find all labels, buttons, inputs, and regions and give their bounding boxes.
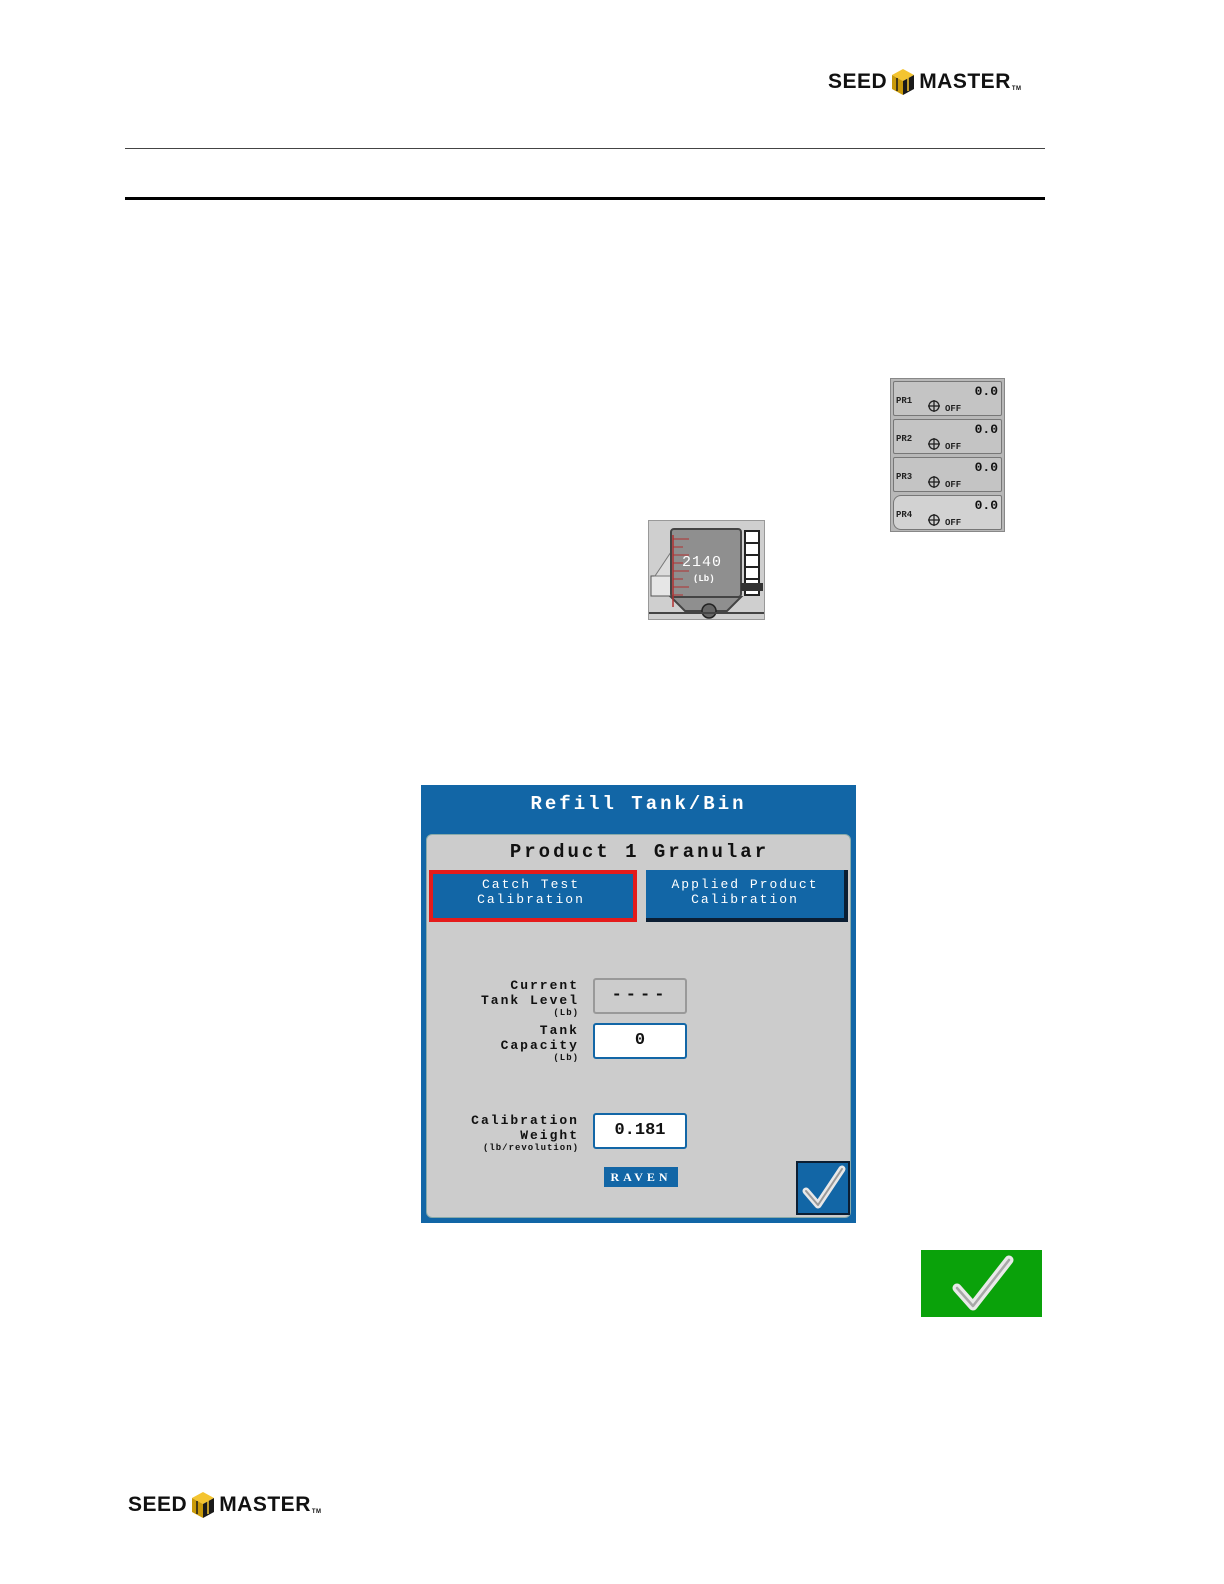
- product-rate-label: PR4: [896, 510, 913, 520]
- product-rate-state: OFF: [945, 518, 962, 528]
- logo-text-seed: SEED: [128, 1493, 188, 1516]
- product-rate-row-pr1[interactable]: [893, 381, 1002, 416]
- product-rate-value: 0.0: [974, 498, 998, 513]
- tank-level-value: 2140: [682, 554, 723, 571]
- logo-text-master: MASTER: [219, 1493, 311, 1516]
- calibration-weight-input[interactable]: 0.181: [593, 1113, 687, 1149]
- logo-text-seed: SEED: [828, 70, 888, 93]
- product-rate-label: PR2: [896, 434, 913, 444]
- product-rate-value: 0.0: [974, 460, 998, 475]
- seedmaster-logo-top: [828, 68, 1022, 96]
- target-crosshair-icon: [928, 438, 940, 450]
- tank-level-unit: (Lb): [693, 574, 715, 584]
- tank-capacity-input[interactable]: 0: [593, 1023, 687, 1059]
- seedmaster-cube-icon: [891, 68, 915, 96]
- header-rule-thick: [125, 197, 1045, 200]
- product-rate-state: OFF: [945, 404, 962, 414]
- applied-product-calibration-button[interactable]: [646, 870, 848, 922]
- current-level-line2: Tank Level: [480, 993, 579, 1008]
- product-rate-state: OFF: [945, 480, 962, 490]
- product-rate-value: 0.0: [974, 422, 998, 437]
- product-rate-label: PR1: [896, 396, 913, 406]
- current-tank-level-value: ----: [593, 978, 687, 1014]
- logo-trademark: TM: [1011, 86, 1022, 92]
- raven-logo: RAVEN: [604, 1167, 678, 1187]
- capacity-line2: Capacity: [500, 1038, 579, 1053]
- capacity-line1: Tank: [539, 1023, 579, 1038]
- current-tank-level-label: [481, 978, 579, 1019]
- cal-weight-line1: Calibration: [471, 1113, 579, 1128]
- cal-weight-line2: Weight: [520, 1128, 579, 1143]
- target-crosshair-icon: [928, 514, 940, 526]
- current-level-unit: (Lb): [553, 1008, 579, 1018]
- dialog-title: Refill Tank/Bin: [530, 793, 747, 815]
- applied-label-line1: Applied Product: [671, 877, 819, 892]
- tank-level-widget[interactable]: [648, 520, 765, 620]
- product-rate-state: OFF: [945, 442, 962, 452]
- checkmark-icon: [921, 1250, 1042, 1317]
- catch-test-label-line2: Calibration: [477, 892, 585, 907]
- target-crosshair-icon: [928, 476, 940, 488]
- catch-test-label-line1: Catch Test: [481, 877, 580, 892]
- product-rate-row-pr2[interactable]: [893, 419, 1002, 454]
- calibration-weight-label: [471, 1113, 579, 1154]
- logo-trademark: TM: [311, 1509, 322, 1515]
- cal-weight-unit: (lb/revolution): [482, 1143, 579, 1153]
- logo-text-master: MASTER: [919, 70, 1011, 93]
- seedmaster-logo-bottom: [128, 1491, 322, 1519]
- product-rate-stack: [890, 378, 1005, 532]
- product-rate-label: PR3: [896, 472, 913, 482]
- product-name: Product 1 Granular: [509, 841, 770, 863]
- product-rate-value: 0.0: [974, 384, 998, 399]
- product-rate-row-pr3[interactable]: [893, 457, 1002, 492]
- capacity-unit: (Lb): [553, 1053, 579, 1063]
- target-crosshair-icon: [928, 400, 940, 412]
- product-rate-row-pr4[interactable]: [893, 495, 1002, 530]
- dialog-accept-button[interactable]: [796, 1161, 850, 1215]
- checkmark-icon: [798, 1163, 848, 1213]
- catch-test-calibration-button[interactable]: [429, 870, 637, 922]
- refill-tank-dialog: [421, 785, 856, 1223]
- current-level-line1: Current: [510, 978, 579, 993]
- tank-capacity-label: [501, 1023, 579, 1064]
- accept-checkmark-button[interactable]: [921, 1250, 1042, 1317]
- dialog-body: [426, 834, 851, 1218]
- header-rule-thin: [125, 148, 1045, 149]
- seedmaster-cube-icon: [191, 1491, 215, 1519]
- applied-label-line2: Calibration: [691, 892, 799, 907]
